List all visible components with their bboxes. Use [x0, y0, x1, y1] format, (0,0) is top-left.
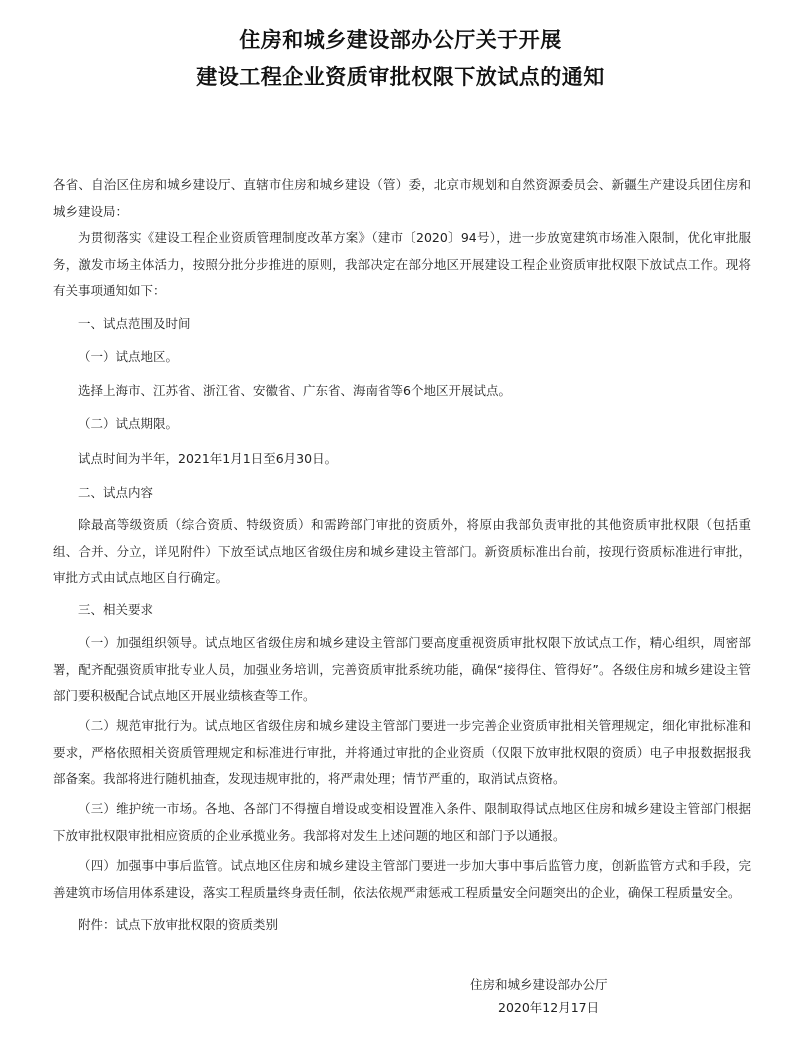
section-3-heading: 三、相关要求 — [78, 602, 154, 617]
section-3-item-4: （四）加强事中事后监管。试点地区住房和城乡建设主管部门要进一步加大事中事后监管力度，创新监管方式和手段，完善建筑市场信用体系建设，落实工程质量终身责任制，依法依规严肃惩戒工程质量安全问题突出的企业，确保工程质量安全。 — [53, 858, 751, 900]
section-1-sub-2-heading: （二）试点期限。 — [78, 416, 179, 431]
document-title-line-2: 建设工程企业资质审批权限下放试点的通知 — [196, 65, 605, 89]
document-title-line-1: 住房和城乡建设部办公厅关于开展 — [239, 28, 562, 52]
addressee: 各省、自治区住房和城乡建设厅、直辖市住房和城乡建设（管）委，北京市规划和自然资源委员会、新疆生产建设兵团住房和城乡建设局： — [53, 177, 751, 219]
signature-date: 2020年12月17日 — [498, 1000, 600, 1015]
section-2-heading: 二、试点内容 — [78, 485, 154, 500]
section-1-sub-1-text: 选择上海市、江苏省、浙江省、安徽省、广东省、海南省等6个地区开展试点。 — [78, 383, 511, 398]
section-3-item-2: （二）规范审批行为。试点地区省级住房和城乡建设主管部门要进一步完善企业资质审批相关管理规定，细化审批标准和要求，严格依照相关资质管理规定和标准进行审批，并将通过审批的企业资质（仅限下放审批权限的资质）电子申报数据报我部备案。我部将进行随机抽查，发现违规审批的，将严肃处理；情节严重的，取消试点资格。 — [53, 718, 751, 786]
section-1-heading: 一、试点范围及时间 — [78, 316, 191, 331]
section-3-item-3: （三）维护统一市场。各地、各部门不得擅自增设或变相设置准入条件、限制取得试点地区住房和城乡建设主管部门根据下放审批权限审批相应资质的企业承揽业务。我部将对发生上述问题的地区和部门予以通报。 — [53, 801, 751, 843]
attachment-note: 附件：试点下放审批权限的资质类别 — [78, 917, 279, 932]
signature-organization: 住房和城乡建设部办公厅 — [470, 977, 608, 992]
section-3-item-1: （一）加强组织领导。试点地区省级住房和城乡建设主管部门要高度重视资质审批权限下放试点工作，精心组织，周密部署，配齐配强资质审批专业人员，加强业务培训，完善资质审批系统功能，确保“接得住、管得好”。各级住房和城乡建设主管部门要积极配合试点地区开展业绩核查等工作。 — [53, 635, 751, 703]
section-2-text: 除最高等级资质（综合资质、特级资质）和需跨部门审批的资质外，将原由我部负责审批的其他资质审批权限（包括重组、合并、分立，详见附件）下放至试点地区省级住房和城乡建设主管部门。新资质标准出台前，按现行资质标准进行审批，审批方式由试点地区自行确定。 — [53, 517, 751, 585]
section-1-sub-1-heading: （一）试点地区。 — [78, 349, 179, 364]
intro-paragraph: 为贯彻落实《建设工程企业资质管理制度改革方案》（建市〔2020〕94号），进一步放宽建筑市场准入限制，优化审批服务，激发市场主体活力，按照分批分步推进的原则，我部决定在部分地区开展建设工程企业资质审批权限下放试点工作。现将有关事项通知如下： — [53, 230, 751, 298]
section-1-sub-2-text: 试点时间为半年，2021年1月1日至6月30日。 — [78, 451, 338, 466]
